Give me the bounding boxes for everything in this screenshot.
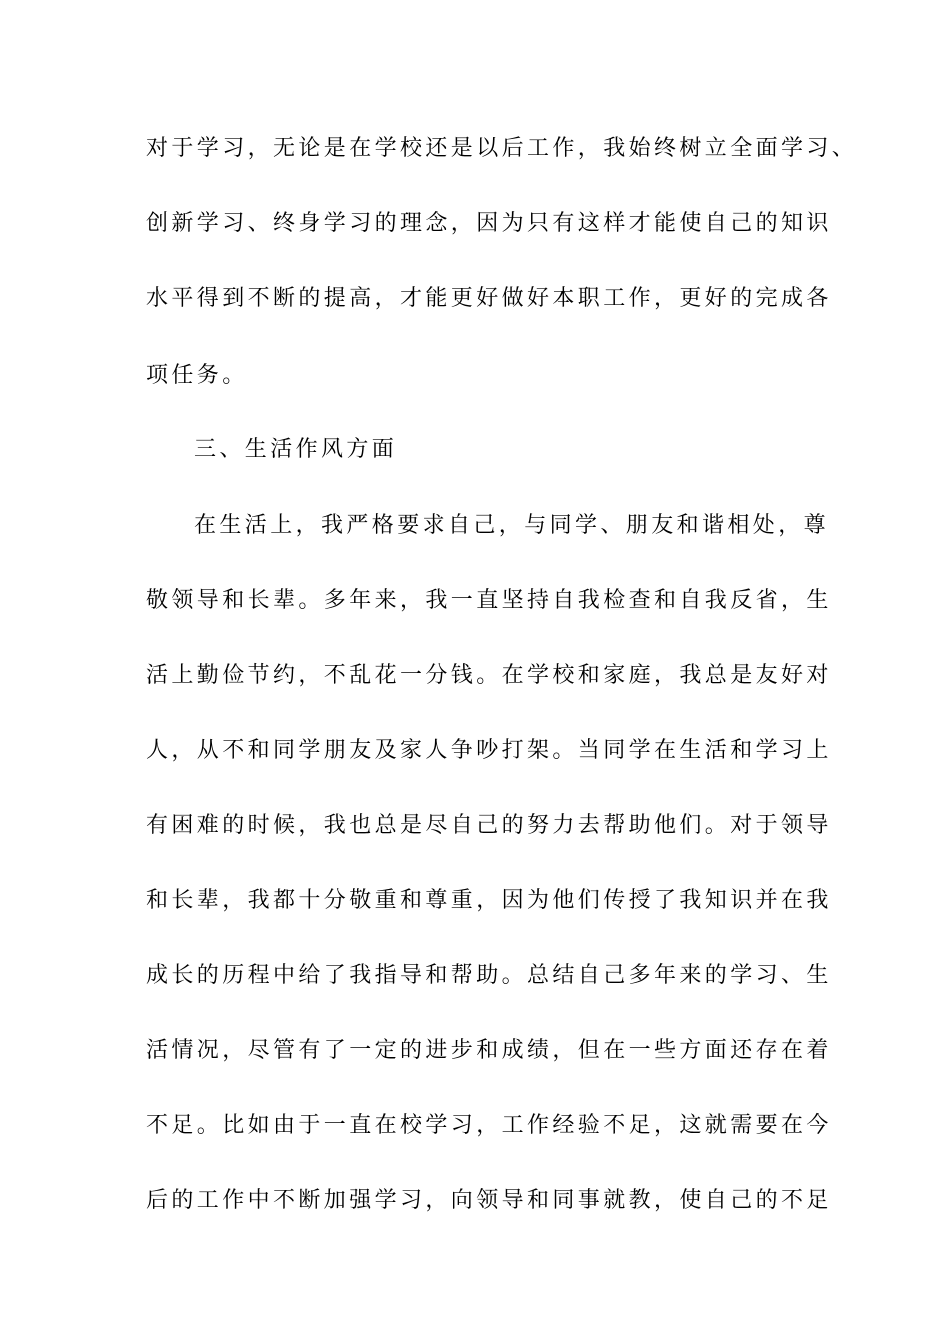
paragraph-line-10: 有困难的时候，我也总是尽自己的努力去帮助他们。对于领导: [146, 813, 832, 838]
paragraph-line-6: 在生活上，我严格要求自己，与同学、朋友和谐相处，尊: [194, 513, 830, 538]
paragraph-line-7: 敬领导和长辈。多年来，我一直坚持自我检查和自我反省，生: [146, 588, 832, 613]
paragraph-line-1: 对于学习，无论是在学校还是以后工作，我始终树立全面学习、: [146, 136, 858, 161]
paragraph-line-3: 水平得到不断的提高，才能更好做好本职工作，更好的完成各: [146, 286, 832, 311]
paragraph-line-8: 活上勤俭节约，不乱花一分钱。在学校和家庭，我总是友好对: [146, 663, 832, 688]
paragraph-line-4: 项任务。: [146, 363, 248, 388]
section-heading: 三、生活作风方面: [194, 437, 398, 462]
paragraph-line-13: 活情况，尽管有了一定的进步和成绩，但在一些方面还存在着: [146, 1038, 832, 1063]
paragraph-line-12: 成长的历程中给了我指导和帮助。总结自己多年来的学习、生: [146, 963, 832, 988]
paragraph-line-15: 后的工作中不断加强学习，向领导和同事就教，使自己的不足: [146, 1188, 832, 1213]
paragraph-line-14: 不足。比如由于一直在校学习，工作经验不足，这就需要在今: [146, 1113, 832, 1138]
paragraph-line-11: 和长辈，我都十分敬重和尊重，因为他们传授了我知识并在我: [146, 888, 832, 913]
paragraph-line-2: 创新学习、终身学习的理念，因为只有这样才能使自己的知识: [146, 211, 832, 236]
paragraph-line-9: 人，从不和同学朋友及家人争吵打架。当同学在生活和学习上: [146, 738, 832, 763]
